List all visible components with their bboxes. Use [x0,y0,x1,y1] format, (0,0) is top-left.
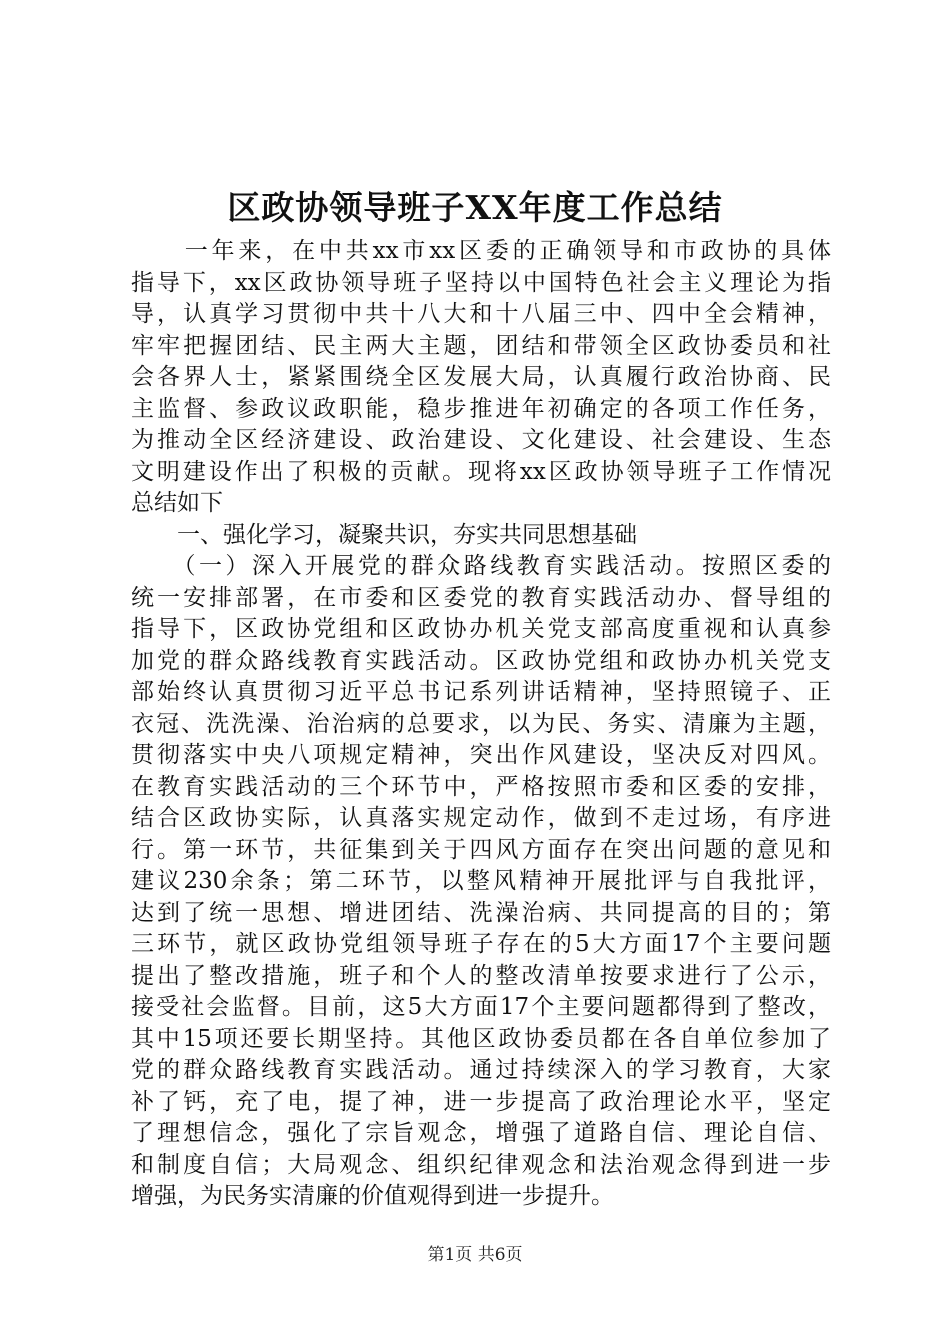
body-line: 衣冠、洗洗澡、治治病的总要求，以为民、务实、清廉为主题， [131,710,831,737]
body-line: 了理想信念，强化了宗旨观念，增强了道路自信、理论自信、 [131,1120,831,1146]
body-line: 补了钙，充了电，提了神，进一步提高了政治理论水平，坚定 [131,1088,831,1115]
body-line: （一）深入开展党的群众路线教育实践活动。按照区委的 [131,553,831,579]
body-line: 会各界人士，紧紧围绕全区发展大局，认真履行政治协商、民 [131,364,831,390]
body-line: 部始终认真贯彻习近平总书记系列讲话精神，坚持照镜子、正 [131,679,831,705]
body-line: 行。第一环节，共征集到关于四风方面存在突出问题的意见和 [131,836,831,863]
body-line: 党的群众路线教育实践活动。通过持续深入的学习教育，大家 [131,1057,831,1083]
body-line: 文明建设作出了积极的贡献。现将xx区政协领导班子工作情况 [131,458,831,485]
body-line: 接受社会监督。目前，这5大方面17个主要问题都得到了整改， [131,994,831,1020]
body-line: 和制度自信；大局观念、组织纪律观念和法治观念得到进一步 [131,1151,831,1178]
body-line: 总结如下 [131,490,223,516]
body-line: 在教育实践活动的三个环节中，严格按照市委和区委的安排， [131,773,831,800]
body-line: 其中15项还要长期坚持。其他区政协委员都在各自单位参加了 [131,1025,831,1052]
body-line: 指导下，xx区政协领导班子坚持以中国特色社会主义理论为指 [131,269,831,296]
page-footer: 第1页 共6页 [427,1245,523,1265]
body-line: 导，认真学习贯彻中共十八大和十八届三中、四中全会精神， [131,301,831,327]
body-line: 结合区政协实际，认真落实规定动作，做到不走过场，有序进 [131,805,831,831]
body-line: 三环节，就区政协党组领导班子存在的5大方面17个主要问题 [131,931,831,957]
body-line: 加党的群众路线教育实践活动。区政协党组和政协办机关党支 [131,647,831,674]
body-line: 牢牢把握团结、民主两大主题，团结和带领全区政协委员和社 [131,332,831,359]
body-line: 达到了统一思想、增进团结、洗澡治病、共同提高的目的；第 [131,899,831,926]
body-line: 增强，为民务实清廉的价值观得到进一步提升。 [131,1183,614,1209]
body-line: 建议230余条；第二环节，以整风精神开展批评与自我批评， [131,868,831,894]
body-line: 主监督、参政议政职能，稳步推进年初确定的各项工作任务， [131,395,831,422]
body-line: 指导下，区政协党组和区政协办机关党支部高度重视和认真参 [131,616,831,642]
body-line: 统一安排部署，在市委和区委党的教育实践活动办、督导组的 [131,584,831,611]
body-line: 一年来，在中共xx市xx区委的正确领导和市政协的具体 [131,238,831,264]
body-line: 贯彻落实中央八项规定精神，突出作风建设，坚决反对四风。 [131,742,831,768]
body-line: 一、强化学习，凝聚共识，夯实共同思想基础 [131,521,637,548]
body-line: 提出了整改措施，班子和个人的整改清单按要求进行了公示， [131,962,831,989]
document-body [131,236,831,1213]
document-title: 区政协领导班子XX年度工作总结 [227,188,723,227]
body-line: 为推动全区经济建设、政治建设、文化建设、社会建设、生态 [131,427,831,453]
